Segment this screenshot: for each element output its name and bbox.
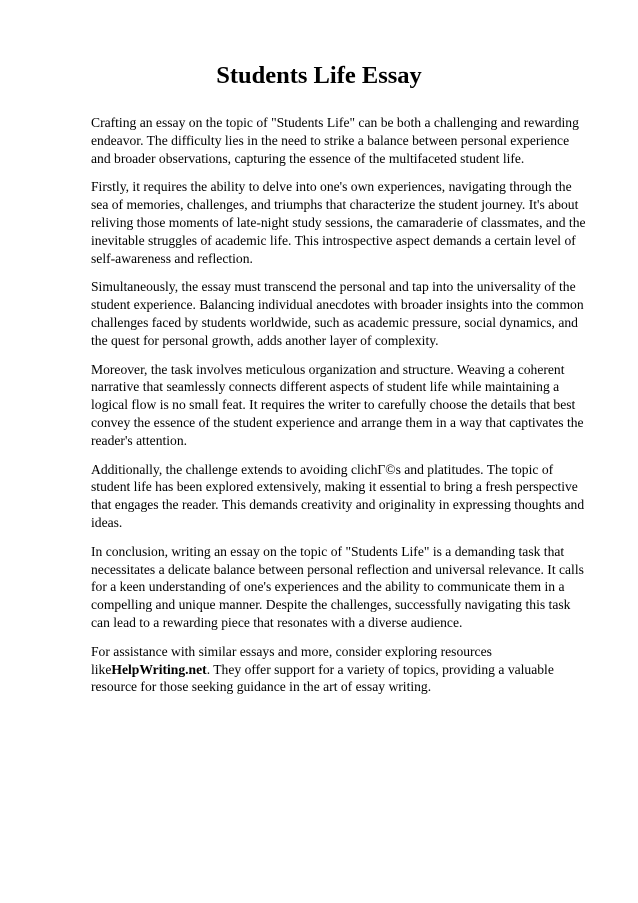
paragraph-intro: Crafting an essay on the topic of "Students Life" can be both a challenging and rewarding endeavor. The difficulty lies in the need to strike a balance between personal experience and broader observations, capturing the essence of the multifaceted student life. bbox=[91, 115, 579, 166]
paragraph-additionally: Additionally, the challenge extends to avoiding clichГ©s and platitudes. The topic of student life has been explored extensively, making it essential to bring a fresh perspective that engages the reader. This demands creativity and originality in expressing thoughts and ideas. bbox=[91, 461, 585, 530]
document-title: Students Life Essay bbox=[216, 62, 422, 89]
paragraph-closing bbox=[91, 643, 592, 696]
paragraph-conclusion: In conclusion, writing an essay on the topic of "Students Life" is a demanding task that necessitates a delicate balance between personal reflection and universal relevance. It calls for a keen understanding of one's experiences and the ability to communicate them in a compelling and unique manner. Despite the challenges, successfully navigating this task can lead to a rewarding piece that resonates with a diverse audience. bbox=[91, 543, 584, 630]
paragraph-simultaneously: Simultaneously, the essay must transcend the personal and tap into the universality of the student experience. Balancing individual anecdotes with broader insights into the common challenges faced by students worldwide, such as academic pressure, social dynamics, and the quest for personal growth, adds another layer of complexity. bbox=[91, 279, 584, 348]
helpwriting-link[interactable]: HelpWriting.net bbox=[111, 661, 207, 677]
closing-text-after-link: . They offer support for a variety of topics, providing a valuable resource for those seeking guidance in the art of essay writing. bbox=[91, 661, 554, 695]
closing-text-before-link: For assistance with similar essays and more, consider exploring resources like bbox=[91, 643, 492, 677]
paragraph-moreover: Moreover, the task involves meticulous organization and structure. Weaving a coherent narrative that seamlessly connects different aspects of student life while maintaining a logical flow is no small feat. It requires the writer to carefully choose the details that best convey the essence of the student experience and arrange them in a way that captivates the reader's attention. bbox=[91, 361, 584, 448]
paragraph-firstly: Firstly, it requires the ability to delve into one's own experiences, navigating through the sea of memories, challenges, and triumphs that characterize the student journey. It's about reliving those moments of late-night study sessions, the camaraderie of classmates, and the inevitable struggles of academic life. This introspective aspect demands a certain level of self-awareness and reflection. bbox=[91, 179, 586, 266]
